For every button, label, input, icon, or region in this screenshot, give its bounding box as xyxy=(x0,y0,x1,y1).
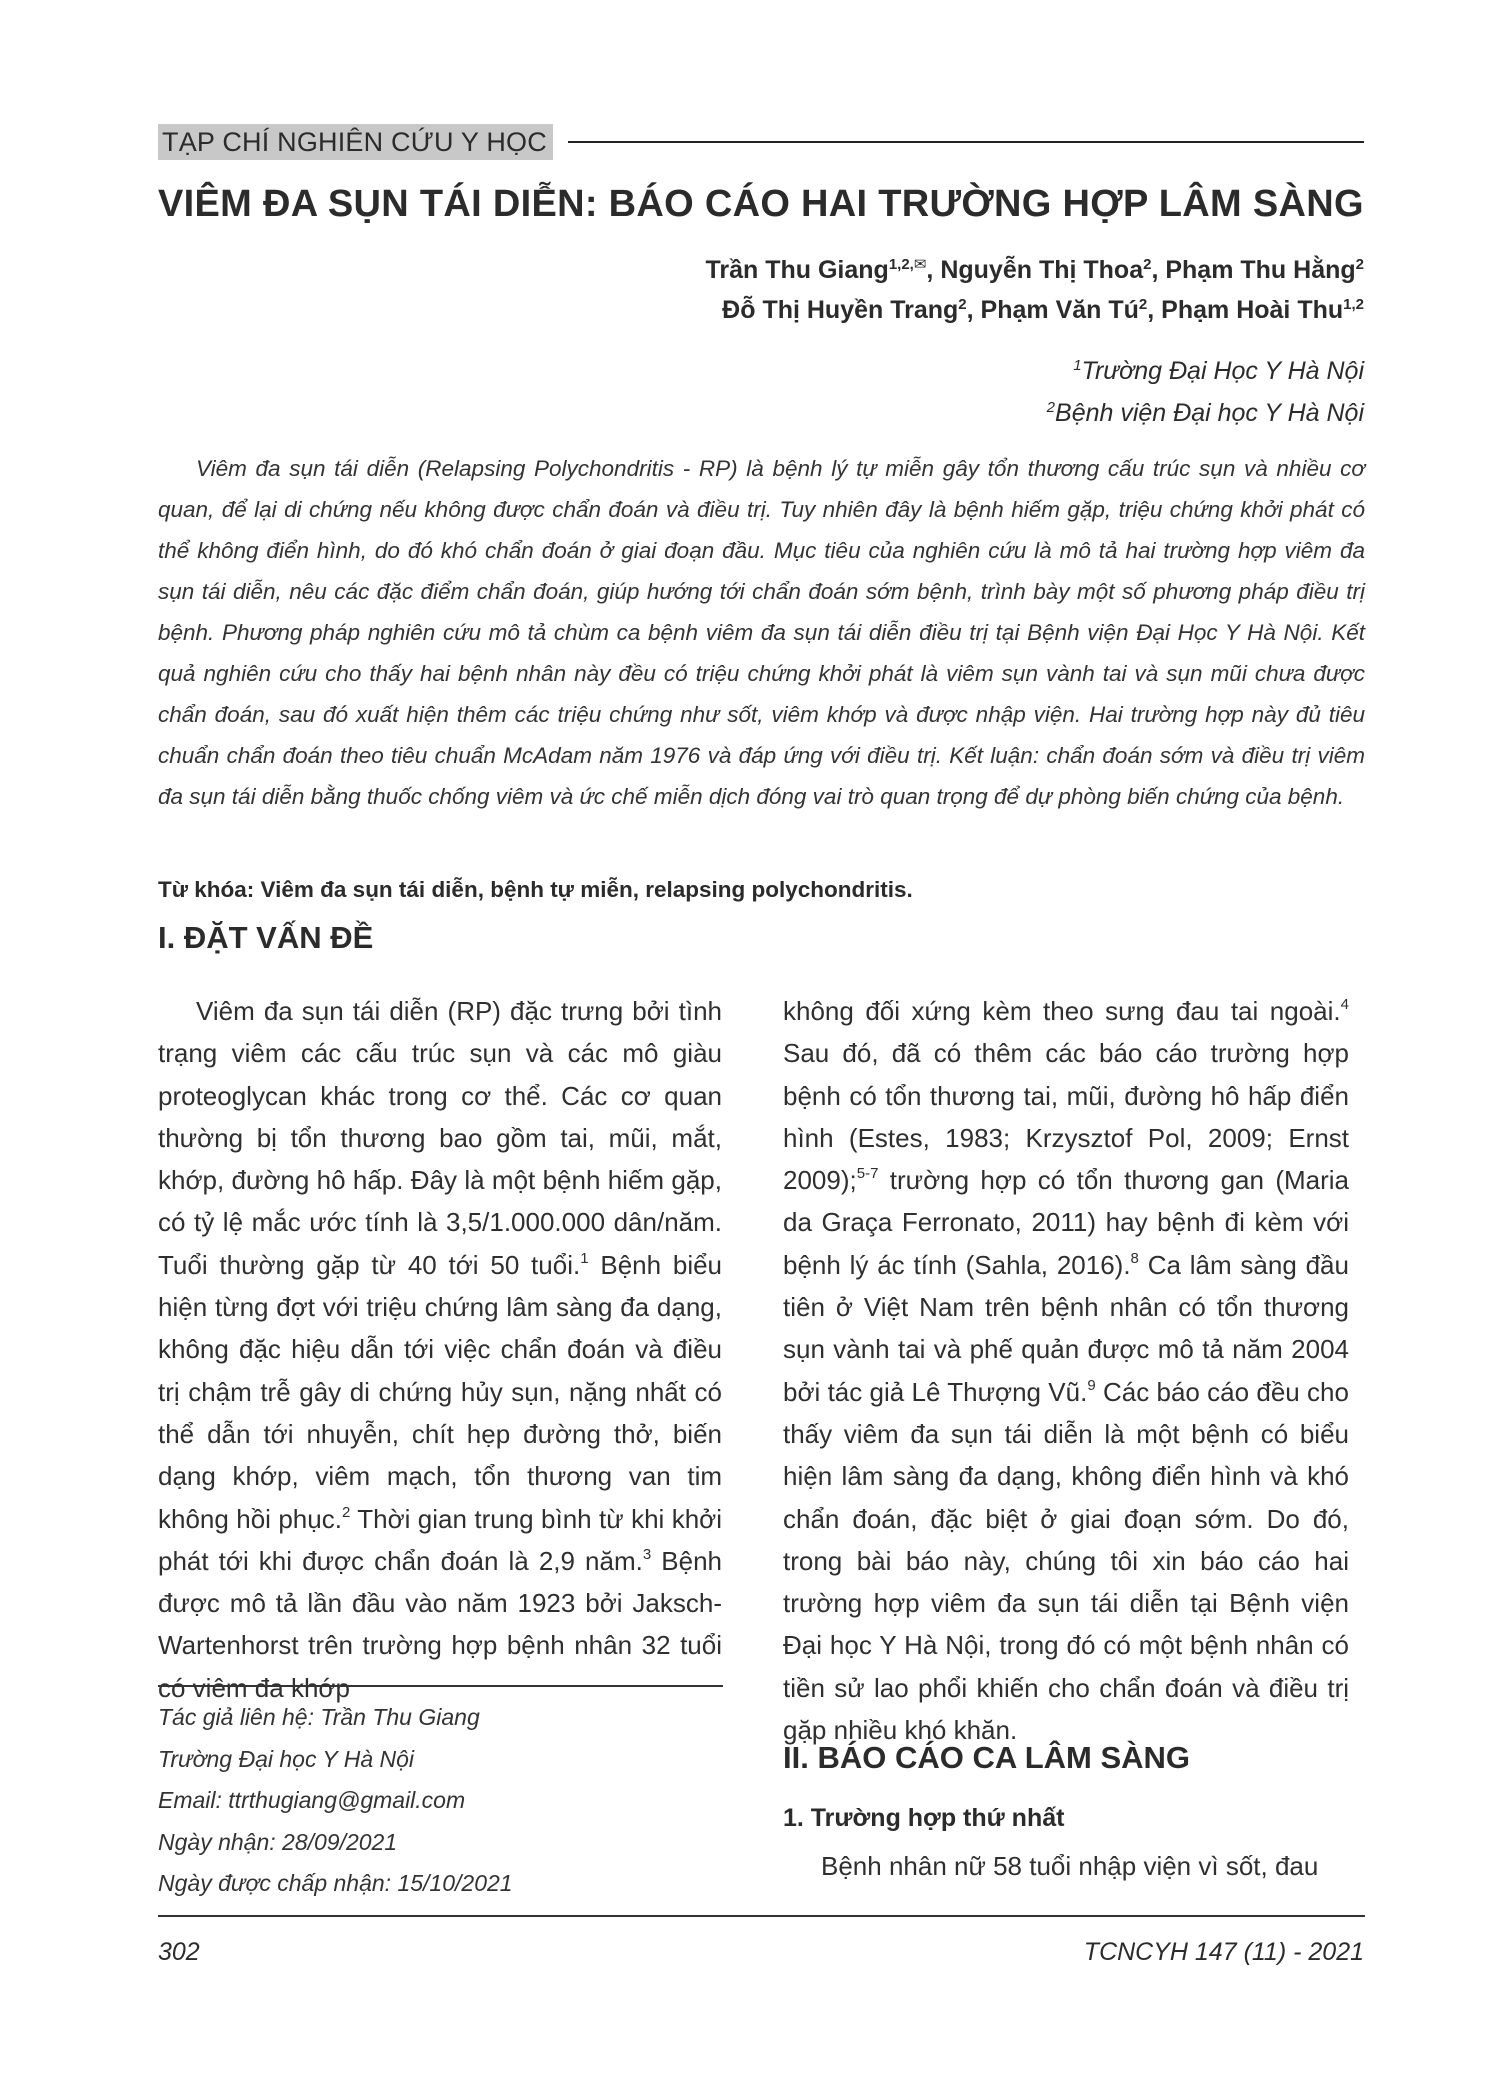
affiliation-marker: 2 xyxy=(1046,399,1056,416)
author-name: Phạm Thu Hằng xyxy=(1165,256,1356,284)
affiliation-list xyxy=(1047,350,1364,434)
author-affiliation-marker: 2 xyxy=(958,296,967,313)
citation-marker: 5-7 xyxy=(856,1165,879,1183)
author-name: Phạm Văn Tú xyxy=(980,296,1139,324)
body-text: Thời gian trung bình từ khi khởi phát tới khi được chẩn đoán là 2,9 năm. xyxy=(158,1503,722,1576)
journal-name-tag: TẠP CHÍ NGHIÊN CỨU Y HỌC xyxy=(158,124,553,160)
affiliation xyxy=(1047,350,1364,392)
citation-marker: 8 xyxy=(1130,1249,1139,1267)
body-text: Bệnh biểu hiện từng đợt với triệu chứng lâm sàng đa dạng, không đặc hiệu dẫn tới việc chẩn đoán và điều trị chậm trễ gây di chứng hủy sụn, nặng nhất có thể dẫn tới nhuyễn, chít hẹp đường thở, biến dạng khớp, viêm mạch, tổn thương van tim không hồi phục. xyxy=(158,1249,723,1534)
author-separator: , xyxy=(1151,256,1166,284)
citation-marker: 3 xyxy=(642,1545,652,1563)
journal-issue: TCNCYH 147 (11) - 2021 xyxy=(1083,1938,1364,1966)
article-title: VIÊM ĐA SỤN TÁI DIỄN: BÁO CÁO HAI TRƯỜNG HỢP LÂM SÀNG xyxy=(158,183,1364,225)
accepted-date: Ngày được chấp nhận: 15/10/2021 xyxy=(158,1870,513,1896)
author-separator: , xyxy=(1147,296,1162,324)
author-name: Nguyễn Thị Thoa xyxy=(940,256,1144,284)
author-name: Trần Thu Giang xyxy=(705,256,889,284)
author-affiliation-marker: 2 xyxy=(1143,256,1152,273)
author-separator: , xyxy=(966,296,981,324)
author-affiliation-marker: 2 xyxy=(1138,296,1148,313)
correspondence-envelope-icon: ✉ xyxy=(913,256,927,273)
body-text: Sau đó, đã có thêm các báo cáo trường hợp bệnh có tổn thương tai, mũi, đường hô hấp điển hình (Estes, 1983; Krzysztof Pol, 2009; Ernst 2009); xyxy=(783,1038,1349,1196)
body-text: trường hợp có tổn thương gan (Maria da Graça Ferronato, 2011) hay bệnh đi kèm với bệnh lý ác tính (Sahla, 2016). xyxy=(783,1165,1349,1280)
case-1-text: Bệnh nhân nữ 58 tuổi nhập viện vì sốt, đau xyxy=(821,1851,1319,1881)
page-number: 302 xyxy=(158,1938,200,1966)
abstract: Viêm đa sụn tái diễn (Relapsing Polychondritis - RP) là bệnh lý tự miễn gây tổn thương cấu trúc sụn và nhiều cơ quan, để lại di chứng nếu không được chẩn đoán và điều trị. Tuy nhiên đây là bệnh hiếm gặp, triệu chứng khởi phát có thể không điển hình, do đó khó chẩn đoán ở giai đoạn đầu. Mục tiêu của nghiên cứu là mô tả hai trường hợp viêm đa sụn tái diễn, nêu các đặc điểm chẩn đoán, giúp hướng tới chẩn đoán sớm bệnh, trình bày một số phương pháp điều trị bệnh. Phương pháp nghiên cứu mô tả chùm ca bệnh viêm đa sụn tái diễn điều trị tại Bệnh viện Đại Học Y Hà Nội. Kết quả nghiên cứu cho thấy hai bệnh nhân này đều có triệu chứng khởi phát là viêm sụn vành tai và sụn mũi chưa được chẩn đoán, sau đó xuất hiện thêm các triệu chứng như sốt, viêm khớp và được nhập viện. Hai trường hợp này đủ tiêu chuẩn chẩn đoán theo tiêu chuẩn McAdam năm 1976 và đáp ứng với điều trị. Kết luận: chẩn đoán sớm và điều trị viêm đa sụn tái diễn bằng thuốc chống viêm và ức chế miễn dịch đóng vai trò quan trọng để dự phòng biến chứng của bệnh. xyxy=(158,456,1365,809)
author-line xyxy=(705,290,1364,330)
citation-marker: 1 xyxy=(580,1249,589,1267)
header-rule xyxy=(568,141,1364,143)
author-list xyxy=(705,250,1364,330)
author-affiliation-marker: 1,2, xyxy=(888,256,914,273)
affiliation-name: Bệnh viện Đại học Y Hà Nội xyxy=(1055,399,1364,427)
author-affiliation-marker: 2 xyxy=(1355,256,1364,273)
body-text: Viêm đa sụn tái diễn (RP) đặc trưng bởi tình trạng viêm các cấu trúc sụn và các mô giàu proteoglycan khác trong cơ thể. Các cơ quan thường bị tổn thương bao gồm tai, mũi, mắt, khớp, đường hô hấp. Đây là một bệnh hiếm gặp, có tỷ lệ mắc ước tính là 3,5/1.000.000 dân/năm. Tuổi thường gặp từ 40 tới 50 tuổi. xyxy=(158,996,722,1280)
affiliation-name: Trường Đại Học Y Hà Nội xyxy=(1081,357,1364,385)
affiliation xyxy=(1047,392,1364,434)
author-affiliation-marker: 1,2 xyxy=(1343,296,1364,313)
body-text: không đối xứng kèm theo sưng đau tai ngoài. xyxy=(783,996,1341,1026)
body-text: Các báo cáo đều cho thấy viêm đa sụn tái diễn là một bệnh có biểu hiện lâm sàng đa dạng, không điển hình và khó chẩn đoán, đặc biệt ở giai đoạn sớm. Do đó, trong bài báo này, chúng tôi xin báo cáo hai trường hợp viêm đa sụn tái diễn tại Bệnh viện Đại học Y Hà Nội, trong đó có một bệnh nhân có tiền sử lao phổi khiến cho chẩn đoán và điều trị gặp nhiều khó khăn. xyxy=(783,1376,1349,1746)
contact-author: Tác giả liên hệ: Trần Thu Giang xyxy=(158,1704,480,1730)
keywords: Từ khóa: Viêm đa sụn tái diễn, bệnh tự miễn, relapsing polychondritis. xyxy=(158,877,913,902)
citation-marker: 2 xyxy=(341,1503,351,1521)
author-name: Phạm Hoài Thu xyxy=(1161,296,1344,324)
body-text: Ca lâm sàng đầu tiên ở Việt Nam trên bệnh nhân có tổn thương sụn vành tai và phế quản được mô tả năm 2004 bởi tác giả Lê Thượng Vũ. xyxy=(783,1249,1349,1407)
intro-right-column xyxy=(783,990,1349,1751)
author-separator: , xyxy=(926,256,941,284)
author-line xyxy=(705,250,1364,290)
affiliation-marker: 1 xyxy=(1073,357,1082,374)
section-heading-introduction: I. ĐẶT VẤN ĐỀ xyxy=(158,920,374,955)
footer-rule xyxy=(158,1915,1365,1917)
citation-marker: 9 xyxy=(1087,1376,1096,1394)
contact-email: Email: ttrthugiang@gmail.com xyxy=(158,1787,466,1813)
contact-institution: Trường Đại học Y Hà Nội xyxy=(158,1745,415,1772)
author-name: Đỗ Thị Huyền Trang xyxy=(722,296,959,324)
subsection-heading-case-1: 1. Trường hợp thứ nhất xyxy=(783,1804,1065,1832)
citation-marker: 4 xyxy=(1340,996,1349,1013)
footnote-rule xyxy=(158,1685,723,1687)
received-date: Ngày nhận: 28/09/2021 xyxy=(158,1828,398,1855)
journal-header xyxy=(158,124,1364,160)
correspondence-block xyxy=(158,1697,723,1905)
section-heading-case-report: II. BÁO CÁO CA LÂM SÀNG xyxy=(783,1740,1191,1775)
intro-left-column xyxy=(158,990,722,1709)
body-text: Bệnh được mô tả lần đầu vào năm 1923 bởi Jaksch-Wartenhorst trên trường hợp bệnh nhân 32 tuổi có viêm đa khớp xyxy=(158,1545,722,1703)
